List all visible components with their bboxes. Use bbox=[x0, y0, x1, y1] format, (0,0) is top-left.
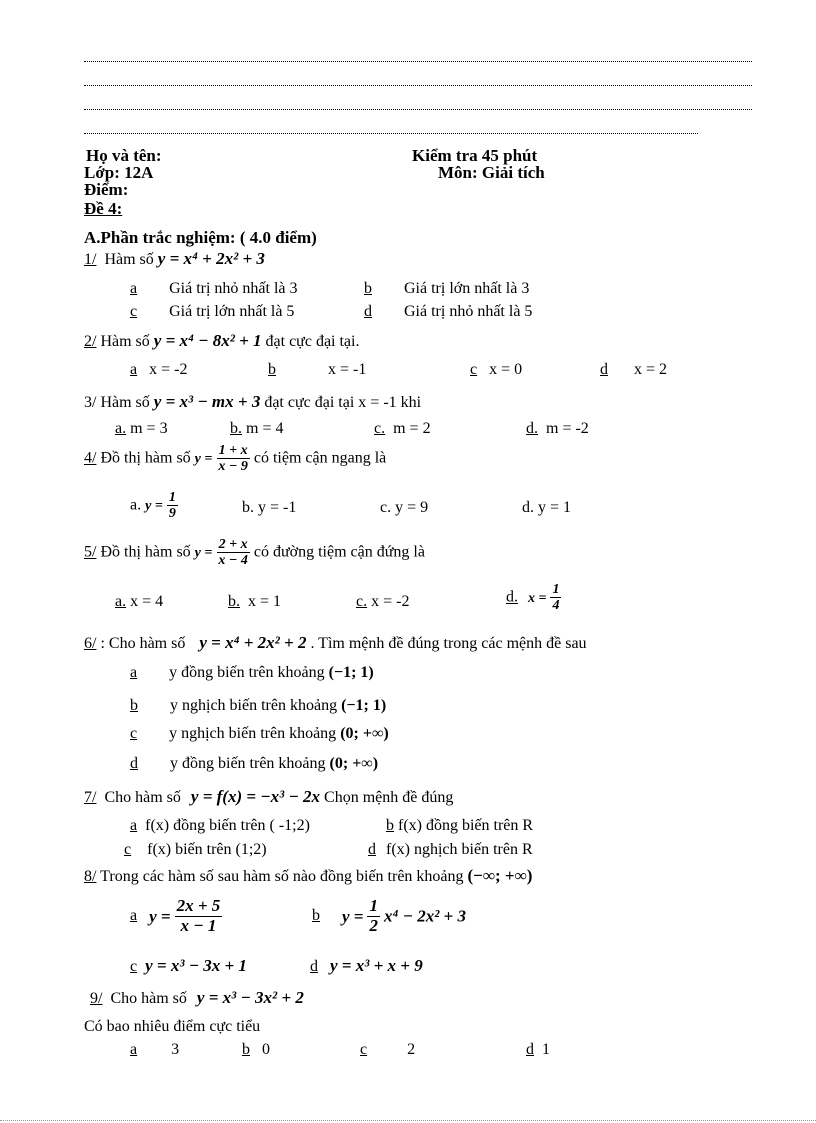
q4-fraction-numerator: 1 + x bbox=[218, 443, 248, 458]
q8-option-b-rest: x⁴ − 2x² + 3 bbox=[383, 906, 466, 926]
q7-option-c[interactable] bbox=[124, 842, 267, 858]
q6-stem: : Cho hàm số bbox=[100, 635, 186, 652]
q4-option-a-key: a. bbox=[130, 496, 142, 514]
q4-fraction-denominator: x − 9 bbox=[218, 459, 248, 475]
q6-number: 6/ bbox=[84, 635, 97, 652]
q9-option-d-text: 1 bbox=[542, 1041, 550, 1058]
dotted-line-2 bbox=[84, 84, 752, 86]
q7-option-d[interactable] bbox=[368, 842, 533, 858]
q8-option-c-key: c bbox=[130, 958, 138, 975]
q5-fraction-denominator: x − 4 bbox=[218, 553, 248, 569]
q8-option-b-numerator: 1 bbox=[369, 896, 378, 915]
q3-stem: Hàm số bbox=[100, 394, 150, 411]
q5-fraction bbox=[216, 537, 249, 569]
q2-number: 2/ bbox=[84, 333, 97, 350]
q1-option-b-text: Giá trị lớn nhất là 3 bbox=[404, 280, 530, 297]
q4-stem: Đồ thị hàm số bbox=[100, 449, 191, 467]
question-5 bbox=[84, 537, 425, 569]
name-label: Họ và tên: bbox=[86, 146, 162, 165]
q6-option-b-text: y nghịch biến trên khoảng bbox=[170, 697, 338, 714]
q7-formula: y = f(x) = −x³ − 2x bbox=[190, 787, 321, 806]
q1-option-d-key: d bbox=[364, 303, 372, 320]
q4-option-d-key: d. bbox=[522, 499, 534, 516]
q2-tail: đạt cực đại tại. bbox=[265, 333, 360, 350]
section-a-title: A.Phần trắc nghiệm: ( 4.0 điểm) bbox=[84, 228, 317, 247]
q2-option-a-text: x = -2 bbox=[149, 361, 188, 378]
q7-option-a-key: a bbox=[130, 817, 138, 834]
q4-option-d[interactable] bbox=[522, 500, 571, 516]
q8-option-d[interactable] bbox=[310, 957, 423, 975]
q5-option-a-key: a. bbox=[115, 593, 127, 610]
q5-option-c[interactable] bbox=[356, 594, 409, 610]
q2-option-c[interactable] bbox=[470, 362, 522, 378]
q9-option-d[interactable] bbox=[526, 1042, 550, 1058]
q5-option-b-text: x = 1 bbox=[248, 593, 282, 610]
q4-option-b[interactable] bbox=[242, 500, 296, 516]
q1-option-b-key: b bbox=[364, 280, 372, 297]
q9-line-2: Có bao nhiêu điểm cực tiểu bbox=[84, 1018, 261, 1035]
q7-option-d-text: f(x) nghịch biến trên R bbox=[386, 841, 533, 858]
q1-option-c[interactable] bbox=[130, 304, 294, 320]
q1-option-b[interactable] bbox=[364, 281, 529, 297]
subject-label: Môn: Giải tích bbox=[438, 163, 545, 182]
q6-option-b-interval: (−1; 1) bbox=[341, 697, 387, 714]
q9-option-b-key: b bbox=[242, 1041, 250, 1058]
question-7 bbox=[84, 788, 453, 806]
q9-number: 9/ bbox=[90, 990, 103, 1007]
q7-tail: Chọn mệnh đề đúng bbox=[324, 789, 454, 806]
q5-option-a[interactable] bbox=[115, 594, 163, 610]
q5-stem: Đồ thị hàm số bbox=[100, 543, 191, 561]
dotted-line-4 bbox=[84, 132, 698, 134]
q7-stem: Cho hàm số bbox=[104, 789, 181, 806]
q4-fraction bbox=[216, 443, 249, 475]
q3-formula: y = x³ − mx + 3 bbox=[153, 392, 261, 411]
question-3 bbox=[84, 393, 421, 411]
q8-option-a[interactable] bbox=[130, 897, 222, 935]
q3-option-d[interactable] bbox=[526, 421, 589, 437]
dotted-line-3 bbox=[84, 108, 752, 110]
q8-option-b[interactable] bbox=[312, 897, 466, 935]
question-6 bbox=[84, 634, 587, 652]
q5-y: y = bbox=[194, 545, 213, 561]
q4-option-b-text: y = -1 bbox=[258, 499, 297, 516]
q2-option-a[interactable] bbox=[130, 362, 187, 378]
q5-number: 5/ bbox=[84, 543, 97, 561]
q6-option-d[interactable] bbox=[130, 756, 378, 772]
q9-option-b[interactable] bbox=[242, 1042, 270, 1058]
q5-option-c-text: x = -2 bbox=[371, 593, 410, 610]
q3-option-a[interactable] bbox=[115, 421, 168, 437]
q8-option-a-key: a bbox=[130, 907, 138, 925]
q2-option-d-key: d bbox=[600, 361, 608, 378]
q6-option-c-text: y nghịch biến trên khoảng bbox=[169, 725, 337, 742]
q3-option-d-key: d. bbox=[526, 420, 538, 437]
q7-option-b-key: b bbox=[386, 817, 394, 834]
q8-stem: Trong các hàm số sau hàm số nào đồng biến trên khoảng bbox=[100, 868, 464, 885]
q4-option-d-text: y = 1 bbox=[538, 499, 572, 516]
q9-option-b-text: 0 bbox=[262, 1041, 270, 1058]
q8-option-a-y: y = bbox=[149, 906, 171, 926]
q9-option-a[interactable] bbox=[130, 1042, 179, 1058]
q4-tail: có tiệm cận ngang là bbox=[253, 449, 387, 467]
q7-option-b[interactable] bbox=[386, 818, 533, 834]
q9-formula: y = x³ − 3x² + 2 bbox=[196, 988, 304, 1007]
dotted-line-1 bbox=[84, 60, 752, 62]
q5-option-d-numerator: 1 bbox=[552, 582, 560, 597]
q4-y: y = bbox=[194, 451, 213, 467]
q1-option-a-key: a bbox=[130, 280, 138, 297]
q4-option-b-key: b. bbox=[242, 499, 254, 516]
question-2 bbox=[84, 332, 359, 350]
q3-option-b[interactable] bbox=[230, 421, 283, 437]
q5-option-d[interactable] bbox=[506, 582, 561, 614]
q6-option-a[interactable] bbox=[130, 665, 374, 681]
q7-option-c-key: c bbox=[124, 841, 132, 858]
exam-title: Kiểm tra 45 phút bbox=[412, 146, 538, 165]
page-bottom-border bbox=[0, 1120, 816, 1121]
q8-option-d-key: d bbox=[310, 958, 318, 975]
q9-option-c[interactable] bbox=[360, 1042, 415, 1058]
q2-option-c-key: c bbox=[470, 361, 478, 378]
q8-interval: (−∞; +∞) bbox=[467, 866, 533, 885]
q1-option-d-text: Giá trị nhỏ nhất là 5 bbox=[404, 303, 533, 320]
question-9 bbox=[90, 989, 304, 1007]
q7-option-b-text: f(x) đồng biến trên R bbox=[398, 817, 534, 834]
q6-option-a-text: y đồng biến trên khoảng bbox=[169, 664, 325, 681]
question-8 bbox=[84, 867, 532, 885]
q8-option-a-fraction bbox=[175, 897, 223, 935]
q6-option-a-interval: (−1; 1) bbox=[328, 664, 374, 681]
q9-option-a-text: 3 bbox=[171, 1041, 180, 1058]
q3-option-b-text: m = 4 bbox=[246, 420, 284, 437]
q5-tail: có đường tiệm cận đứng là bbox=[253, 543, 425, 561]
q4-number: 4/ bbox=[84, 449, 97, 467]
q1-option-c-text: Giá trị lớn nhất là 5 bbox=[169, 303, 295, 320]
q4-option-a-fraction bbox=[167, 490, 178, 522]
q3-option-c[interactable] bbox=[374, 421, 431, 437]
q3-option-c-key: c. bbox=[374, 420, 386, 437]
q5-option-a-text: x = 4 bbox=[130, 593, 164, 610]
q2-stem: Hàm số bbox=[100, 333, 150, 350]
q5-option-d-denominator: 4 bbox=[552, 598, 560, 614]
q6-tail: . Tìm mệnh đề đúng trong các mệnh đề sau bbox=[310, 635, 587, 652]
q4-option-a-y: y = bbox=[145, 498, 163, 514]
q9-option-d-key: d bbox=[526, 1041, 534, 1058]
q2-formula: y = x⁴ − 8x² + 1 bbox=[153, 331, 262, 350]
q2-option-a-key: a bbox=[130, 361, 138, 378]
q3-number: 3/ bbox=[84, 394, 97, 411]
q7-option-a-text: f(x) đồng biến trên ( -1;2) bbox=[145, 817, 310, 834]
q9-option-a-key: a bbox=[130, 1041, 138, 1058]
q1-option-c-key: c bbox=[130, 303, 138, 320]
q3-option-b-key: b. bbox=[230, 420, 242, 437]
q7-option-a[interactable] bbox=[130, 818, 310, 834]
q8-option-a-denominator: x − 1 bbox=[180, 915, 217, 935]
q4-option-c-text: y = 9 bbox=[395, 499, 429, 516]
q7-option-d-key: d bbox=[368, 841, 376, 858]
q6-formula: y = x⁴ + 2x² + 2 bbox=[199, 633, 307, 652]
q3-option-a-key: a. bbox=[115, 420, 127, 437]
q1-option-a[interactable] bbox=[130, 281, 298, 297]
q9-stem: Cho hàm số bbox=[110, 990, 187, 1007]
q9-option-c-text: 2 bbox=[407, 1041, 416, 1058]
q1-number: 1/ bbox=[84, 251, 97, 268]
q9-option-c-key: c bbox=[360, 1041, 368, 1058]
question-4 bbox=[84, 443, 386, 475]
q8-option-c[interactable] bbox=[130, 957, 247, 975]
q5-fraction-numerator: 2 + x bbox=[218, 537, 248, 552]
q6-option-c-key: c bbox=[130, 725, 138, 742]
q2-option-b[interactable] bbox=[268, 362, 366, 378]
q2-option-b-text: x = -1 bbox=[328, 361, 367, 378]
q5-option-d-fraction bbox=[550, 582, 561, 614]
q4-option-c[interactable] bbox=[380, 500, 428, 516]
q6-option-a-key: a bbox=[130, 664, 138, 681]
q8-option-b-denominator: 2 bbox=[369, 915, 378, 935]
q7-option-c-text: f(x) biến trên (1;2) bbox=[147, 841, 267, 858]
q5-option-b[interactable] bbox=[228, 594, 281, 610]
q4-option-a-denominator: 9 bbox=[168, 506, 176, 522]
q8-option-b-key: b bbox=[312, 907, 320, 925]
q1-option-a-text: Giá trị nhỏ nhất là 3 bbox=[169, 280, 298, 297]
q2-option-d-text: x = 2 bbox=[634, 361, 668, 378]
q6-option-b[interactable] bbox=[130, 698, 386, 714]
exam-code: Đề 4: bbox=[84, 199, 123, 218]
q8-option-a-numerator: 2x + 5 bbox=[176, 896, 221, 915]
q8-number: 8/ bbox=[84, 868, 97, 885]
q1-stem: Hàm số bbox=[104, 251, 154, 268]
q4-option-c-key: c. bbox=[380, 499, 392, 516]
q6-option-d-interval: (0; +∞) bbox=[329, 755, 379, 772]
score-label: Điểm: bbox=[84, 180, 129, 199]
q4-option-a-numerator: 1 bbox=[168, 490, 176, 505]
q7-number: 7/ bbox=[84, 789, 97, 806]
q3-option-d-text: m = -2 bbox=[546, 420, 589, 437]
q6-option-c-interval: (0; +∞) bbox=[340, 725, 389, 742]
q2-option-b-key: b bbox=[268, 361, 276, 378]
q3-tail: đạt cực đại tại x = -1 khi bbox=[264, 394, 422, 411]
q2-option-d[interactable] bbox=[600, 362, 667, 378]
q1-formula: y = x⁴ + 2x² + 3 bbox=[157, 249, 265, 268]
q1-option-d[interactable] bbox=[364, 304, 532, 320]
q8-option-b-y: y = bbox=[342, 906, 364, 926]
class-label: Lớp: 12A bbox=[84, 163, 154, 182]
q8-option-c-formula: y = x³ − 3x + 1 bbox=[145, 956, 247, 975]
q6-option-d-key: d bbox=[130, 755, 138, 772]
q3-option-a-text: m = 3 bbox=[130, 420, 168, 437]
q6-option-c[interactable] bbox=[130, 726, 389, 742]
q5-option-d-x: x = bbox=[528, 590, 547, 606]
q6-option-b-key: b bbox=[130, 697, 138, 714]
q6-option-d-text: y đồng biến trên khoảng bbox=[170, 755, 326, 772]
q3-option-c-text: m = 2 bbox=[393, 420, 431, 437]
q5-option-b-key: b. bbox=[228, 593, 240, 610]
q4-option-a[interactable] bbox=[130, 490, 178, 522]
q8-option-d-formula: y = x³ + x + 9 bbox=[330, 956, 423, 975]
q2-option-c-text: x = 0 bbox=[489, 361, 523, 378]
q5-option-c-key: c. bbox=[356, 593, 368, 610]
q8-option-b-fraction bbox=[367, 897, 380, 935]
question-1 bbox=[84, 250, 265, 268]
q5-option-d-key: d. bbox=[506, 588, 518, 606]
